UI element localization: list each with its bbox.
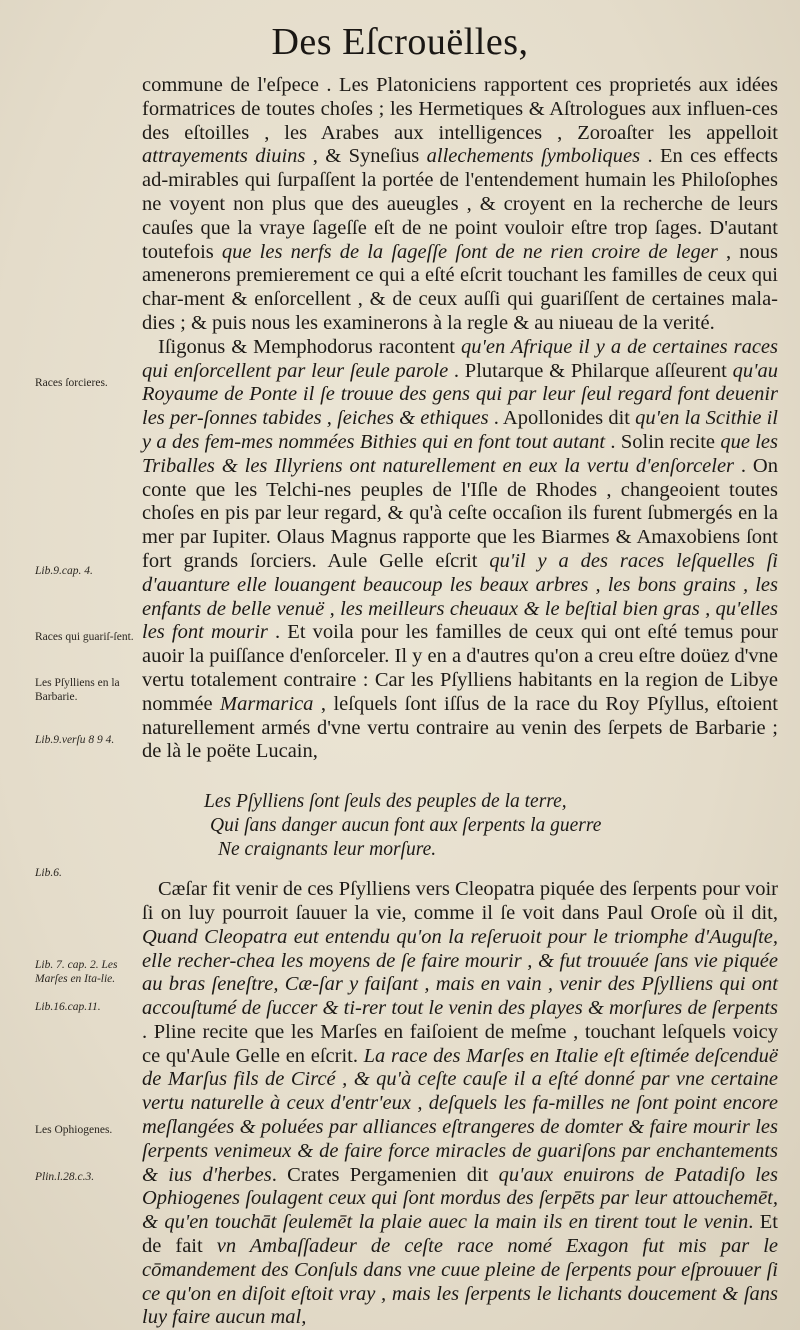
p3-run-1: Quand Cleopatra eut entendu qu'on la reſeruoit pour le triomphe d'Auguſte, elle recher-chea les moyens de ſe faire mourir , & fut trouuée ſans vie piquée au bras ſeneſtre, Cæ-ſar y faiſant , mais en vain , venir des Pſylliens qui ont accouſtumé de ſuccer & ti-rer tout le venin des playes & morſures de ſerpents — [142, 925, 778, 1020]
running-head: Des Eſcrouëlles, — [271, 21, 529, 63]
p3-run-2: . Pline recite que les Marſes en faiſoient de meſme , touchant leſquels voicy ce qu'Aule Gelle en eſcrit. — [142, 1020, 778, 1067]
p2-run-11: Marmarica — [220, 692, 314, 715]
verse-line-2: Qui ſans danger aucun font aux ſerpents la guerre — [210, 815, 602, 837]
margin-note-races-sorcieres: Races ſorcieres. — [35, 377, 108, 389]
margin-note-lib7-marses: Lib. 7. cap. 2. Les Marſes en Ita-lie. — [35, 959, 118, 985]
p2-run-6: . Solin recite — [605, 430, 721, 453]
paragraph-2 — [142, 336, 778, 764]
p3-run-0: Cæſar fit venir de ces Pſylliens vers Cleopatra piquée des ſerpents pour voir ſi on luy pourroit ſauuer la vie, comme il ſe voit dans Paul Oroſe où il dit, — [142, 878, 778, 924]
p1-run-2: , & Syneſius — [305, 145, 427, 168]
margin-note-lib9-cap4: Lib.9.cap. 4. — [35, 565, 93, 577]
p3-run-3: La race des Marſes en Italie eſt eſtimée deſcenduë de Marſus fils de Circé , & qu'à ceſte cauſe il a eſté donné par vne certaine vertu naturelle à ceux d'entr'eux , deſquels les fa-milles ne ſont point encore meſlangées & poluées par alliances eſtrangeres de domter & faire mourir les ſerpents venimeux & de faire force miracles de guariſons par enchantements & ius d'herbes — [142, 1044, 778, 1186]
p2-run-7: que les Triballes & les Illyriens ont naturellement en eux la vertu d'enſorceler — [142, 430, 779, 477]
margin-note-races-guarissent: Races qui guariſ-ſent. — [35, 631, 134, 643]
verse-line-3: Ne craignants leur morſure. — [218, 839, 437, 861]
p2-run-4: . Apollonides dit — [488, 407, 636, 430]
paragraph-1 — [142, 74, 778, 336]
margin-note-lib16: Lib.16.cap.11. — [35, 1001, 101, 1013]
margin-note-lib6: Lib.6. — [35, 867, 62, 879]
p1-run-3: allechements ſymboliques — [426, 145, 641, 168]
body-text — [142, 74, 778, 1330]
p2-run-8: . On conte que les Telchi-nes peuples de l'Iſle de Rhodes , changeoient toutes choſes en pis par leur regard, & qu'à ceſte occaſion ils furent ſubmergés en la mer par Iupiter. Olaus Magnus rapporte que les Biarmes & Amaxobiens ſont fort grands ſorciers. Aule Gelle eſcrit — [142, 454, 778, 572]
p2-run-1: qu'en Afrique il y a de certaines races qui enſorcellent par leur ſeule parole — [142, 335, 778, 382]
p3-run-4: . Crates Pergamenien dit — [271, 1163, 499, 1186]
verse-line-1: Les Pſylliens ſont ſeuls des peuples de la terre, — [204, 791, 567, 813]
p2-run-9: qu'il y a des races leſquelles ſi d'auanture elle louangent beaucoup les beaux arbres , les bons grains , les enfants de belle venuë , les meilleurs cheuaux & le beſtial bien gras , qu'elles les font mourir — [142, 549, 778, 644]
margin-note-ophiogenes: Les Ophiogenes. — [35, 1124, 113, 1136]
p2-run-3: qu'au Royaume de Ponte il ſe trouue des gens qui par leur ſeul regard font deuenir les per-ſonnes tabides , ſeiches & ethiques — [142, 359, 778, 430]
p2-run-2: . Plutarque & Philarque aſſeurent — [448, 359, 733, 382]
p1-run-5: que les nerfs de la ſageſſe ſont de ne rien croire de leger — [221, 240, 718, 263]
verse-quote — [204, 790, 778, 862]
p1-run-1: attrayements diuins — [142, 145, 306, 168]
p1-run-0: commune de l'eſpece . Les Platoniciens rapportent ces proprietés aux idées formatrices de toutes choſes ; les Hermetiques & Aſtrologues aux influen-ces des eſtoilles , les Arabes aux intelligences , Zoroaſter les appelloit — [142, 74, 778, 144]
p2-run-5: qu'en la Scithie il y a des fem-mes nommées Bithies qui en font tout autant — [142, 407, 779, 453]
p3-run-7: vn Ambaſſadeur de ceſte race nomé Exagon fut mis par le cōmandement des Conſuls dans vne cuue pleine de ſerpents pour eſprouuer ſi ce qu'on en diſoit eſtoit vray , mais les ſerpents le lichants doucement & ſans luy faire aucun mal, — [142, 1235, 779, 1329]
margin-note-lib9-versu: Lib.9.verſu 8 9 4. — [35, 734, 115, 746]
p3-run-5: qu'aux enuirons de Patadiſo les Ophiogenes ſoulagent ceux qui ſont mordus des ſerpēts par leur attouchemēt, & qu'en touchāt ſeulemēt la plaie auec la main ils en tirent tout le venin — [142, 1163, 778, 1234]
p2-run-12: , leſquels ſont iſſus de la race du Roy Pſyllus, eſtoient naturellement armés d'vne vertu contraire au venin des ſerpets de Barbarie ; de là le poëte Lucain, — [142, 692, 778, 763]
paragraph-3 — [142, 878, 778, 1330]
p1-run-4: . En ces effects ad-mirables qui ſurpaſſent la portée de l'entendement humain les Philoſophes ne voyent non plus que des aueugles , & croyent en la recherche de leurs cauſes que la vraye ſageſſe eſt de ne point vouloir eſtre trop ſages. D'autant toutefois — [142, 145, 778, 263]
margin-note-plin: Plin.l.28.c.3. — [35, 1171, 95, 1183]
p2-run-10: . Et voila pour les familles de ceux qui ont eſté temus pour auoir la puiſſance d'enſorceler. Il y en a d'autres qu'on a creu eſtre doüez d'vne vertu totalement contraire : Car les Pſylliens habitants en la region de Libye nommée — [142, 621, 778, 715]
p3-run-6: . Et de fait — [142, 1211, 779, 1258]
p1-run-6: , nous amenerons premierement ce qui a eſté eſcrit touchant les familles de ceux qui char-ment & enſorcellent , & de ceux auſſi qui guariſſent de certaines mala-dies ; & puis nous les examinerons à la regle & au niueau de la verité. — [142, 240, 779, 334]
p2-run-0: Iſigonus & Memphodorus racontent — [158, 335, 461, 358]
margin-note-psylliens: Les Pſylliens en la Barbarie. — [35, 677, 120, 703]
